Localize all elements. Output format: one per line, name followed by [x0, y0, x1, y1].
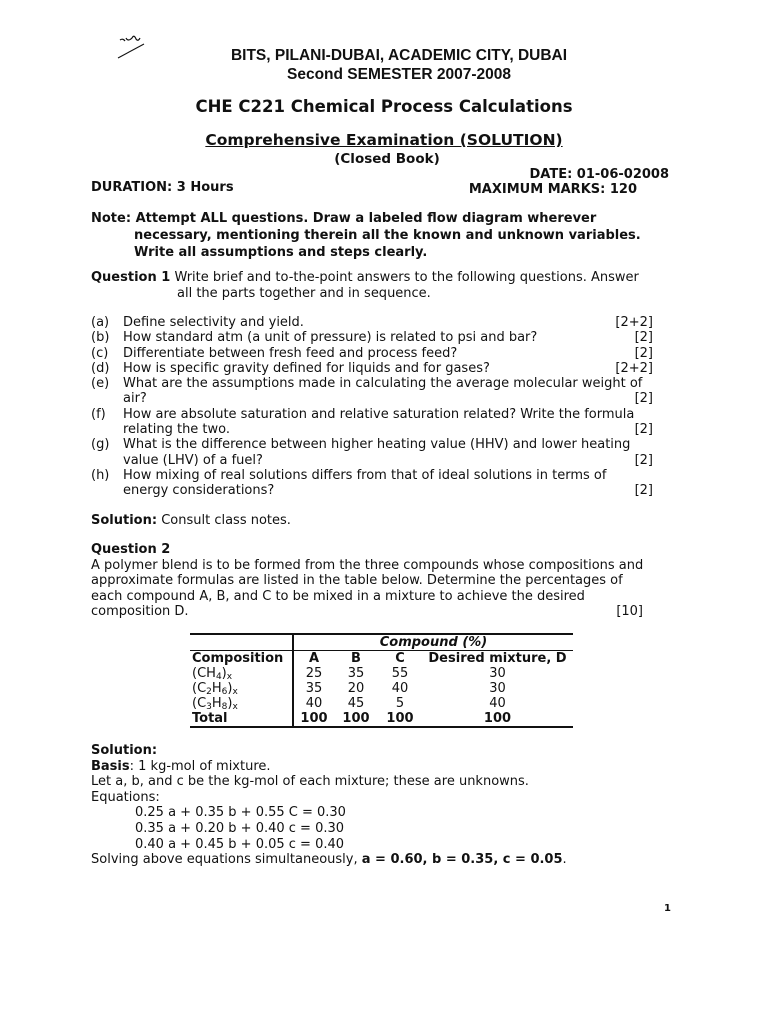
book-type: (Closed Book) [334, 151, 440, 167]
question-1-parts [91, 315, 661, 499]
cell-a: 25 [293, 666, 334, 681]
part-text: What are the assumptions made in calculating the average molecular weight of [123, 376, 643, 392]
question-1-solution [91, 513, 291, 528]
part-label: (h) [91, 467, 110, 483]
total-a: 100 [293, 711, 334, 727]
composition-table [190, 633, 573, 728]
part-label: (d) [91, 360, 110, 376]
question-1-line-2: all the parts together and in sequence. [177, 286, 431, 301]
cell-d: 40 [489, 696, 506, 711]
question-part [91, 407, 661, 438]
basis-label: Basis [91, 758, 130, 774]
institution-name: BITS, PILANI-DUBAI, ACADEMIC CITY, DUBAI [230, 47, 568, 64]
cell-b: 20 [347, 681, 365, 696]
result-values: a = 0.60, b = 0.35, c = 0.05 [361, 852, 563, 868]
question-2-prompt [91, 542, 651, 620]
table-group-header: Compound (%) [293, 634, 573, 651]
course-title: CHE C221 Chemical Process Calculations [195, 97, 573, 116]
question-1-label: Question 1 [91, 270, 171, 285]
equations-label: Equations: [91, 789, 160, 805]
instructions-note [91, 210, 661, 261]
equation-2: 0.35 a + 0.20 b + 0.40 c = 0.30 [135, 820, 345, 836]
equation-1: 0.25 a + 0.35 b + 0.55 C = 0.30 [135, 805, 346, 821]
result-end: . [562, 852, 567, 868]
cell-c: 40 [391, 681, 409, 696]
cell-c: 55 [391, 666, 409, 681]
solution-label: Solution: [91, 513, 158, 528]
solution-label: Solution: [91, 743, 158, 758]
table-header-b: B [351, 651, 361, 666]
table-row [190, 681, 573, 696]
cell-c: 5 [395, 696, 405, 711]
part-marks: [2] [634, 330, 653, 346]
part-text: Define selectivity and yield. [123, 315, 304, 330]
part-marks: [2] [634, 483, 653, 499]
question-2-solution [91, 743, 691, 868]
part-marks: [2] [634, 391, 653, 407]
question-part [91, 346, 661, 361]
cell-d: 30 [489, 666, 506, 681]
question-part [91, 468, 661, 499]
part-label: (f) [91, 406, 106, 422]
part-label: (c) [91, 345, 109, 361]
part-marks: [2+2] [615, 360, 653, 376]
part-text: How is specific gravity defined for liquids and for gases? [123, 360, 490, 376]
part-text: energy considerations? [123, 483, 275, 499]
question-1-prompt [91, 270, 671, 302]
part-text: value (LHV) of a fuel? [123, 452, 263, 468]
question-part [91, 361, 661, 376]
question-2-line-1: A polymer blend is to be formed from the three compounds whose compositions and [91, 557, 644, 573]
basis-text: : 1 kg-mol of mixture. [129, 758, 271, 774]
part-label: (b) [91, 330, 110, 346]
part-text: What is the difference between higher heating value (HHV) and lower heating [123, 437, 631, 453]
part-label: (a) [91, 315, 110, 330]
part-text: Differentiate between fresh feed and process feed? [123, 345, 458, 361]
let-statement: Let a, b, and c be the kg-mol of each mixture; these are unknowns. [91, 774, 529, 790]
table-total-row [190, 711, 573, 727]
maximum-marks: MAXIMUM MARKS: 120 [468, 182, 637, 197]
question-part [91, 437, 661, 468]
question-2-line-2: approximate formulas are listed in the table below. Determine the percentages of [91, 573, 623, 588]
question-part [91, 330, 661, 345]
equation-3: 0.40 a + 0.45 b + 0.05 c = 0.40 [135, 836, 345, 852]
question-2-marks: [10] [616, 604, 643, 619]
question-part [91, 315, 661, 330]
note-line-1: Attempt ALL questions. Draw a labeled flow diagram wherever [135, 211, 597, 226]
note-line-2: necessary, mentioning therein all the known and unknown variables. [134, 228, 641, 243]
table-header-d: Desired mixture, D [428, 651, 567, 666]
table-row [190, 666, 573, 681]
part-marks: [2+2] [615, 315, 653, 330]
part-text: air? [123, 391, 147, 407]
cell-a: 35 [293, 681, 334, 696]
page-number: 1 [664, 903, 671, 914]
question-1-line-1: Write brief and to-the-point answers to the following questions. Answer [174, 270, 639, 285]
cell-b: 35 [347, 666, 365, 681]
solution-text: Consult class notes. [161, 513, 291, 528]
part-text: How mixing of real solutions differs from that of ideal solutions in terms of [123, 467, 607, 483]
part-text: How are absolute saturation and relative saturation related? Write the formula [123, 406, 635, 422]
question-part [91, 376, 661, 407]
part-label: (e) [91, 376, 110, 392]
cell-b: 45 [347, 696, 365, 711]
part-marks: [2] [634, 345, 653, 361]
cell-d: 30 [489, 681, 506, 696]
result-prefix: Solving above equations simultaneously, [91, 852, 358, 868]
exam-duration: DURATION: 3 Hours [91, 180, 234, 195]
formula-cell: $(CH_4)_x$ [192, 666, 233, 682]
table-header-c: C [395, 651, 405, 666]
question-2-line-4: composition D. [91, 604, 189, 619]
table-row [190, 696, 573, 711]
part-label: (g) [91, 437, 110, 453]
question-2-label: Question 2 [91, 542, 171, 557]
total-b: 100 [342, 711, 370, 726]
exam-date: DATE: 01-06-02008 [529, 167, 669, 182]
formula-cell: $(C_3H_8)_x$ [192, 696, 238, 712]
cell-a: 40 [293, 696, 334, 711]
total-c: 100 [386, 711, 414, 726]
question-2-line-3: each compound A, B, and C to be mixed in a mixture to achieve the desired [91, 588, 585, 604]
note-label: Note: [91, 211, 132, 226]
note-line-3: Write all assumptions and steps clearly. [134, 245, 428, 260]
semester: Second SEMESTER 2007-2008 [287, 66, 511, 83]
part-text: relating the two. [123, 422, 231, 438]
part-text: How standard atm (a unit of pressure) is related to psi and bar? [123, 330, 538, 346]
part-marks: [2] [634, 422, 653, 438]
table-header-a: A [293, 651, 334, 667]
table-header-composition: Composition [192, 651, 284, 666]
total-d: 100 [483, 711, 512, 726]
exam-title: Comprehensive Examination (SOLUTION) [205, 131, 563, 149]
total-label: Total [192, 711, 228, 726]
part-marks: [2] [634, 452, 653, 468]
formula-cell: $(C_2H_6)_x$ [192, 681, 238, 697]
